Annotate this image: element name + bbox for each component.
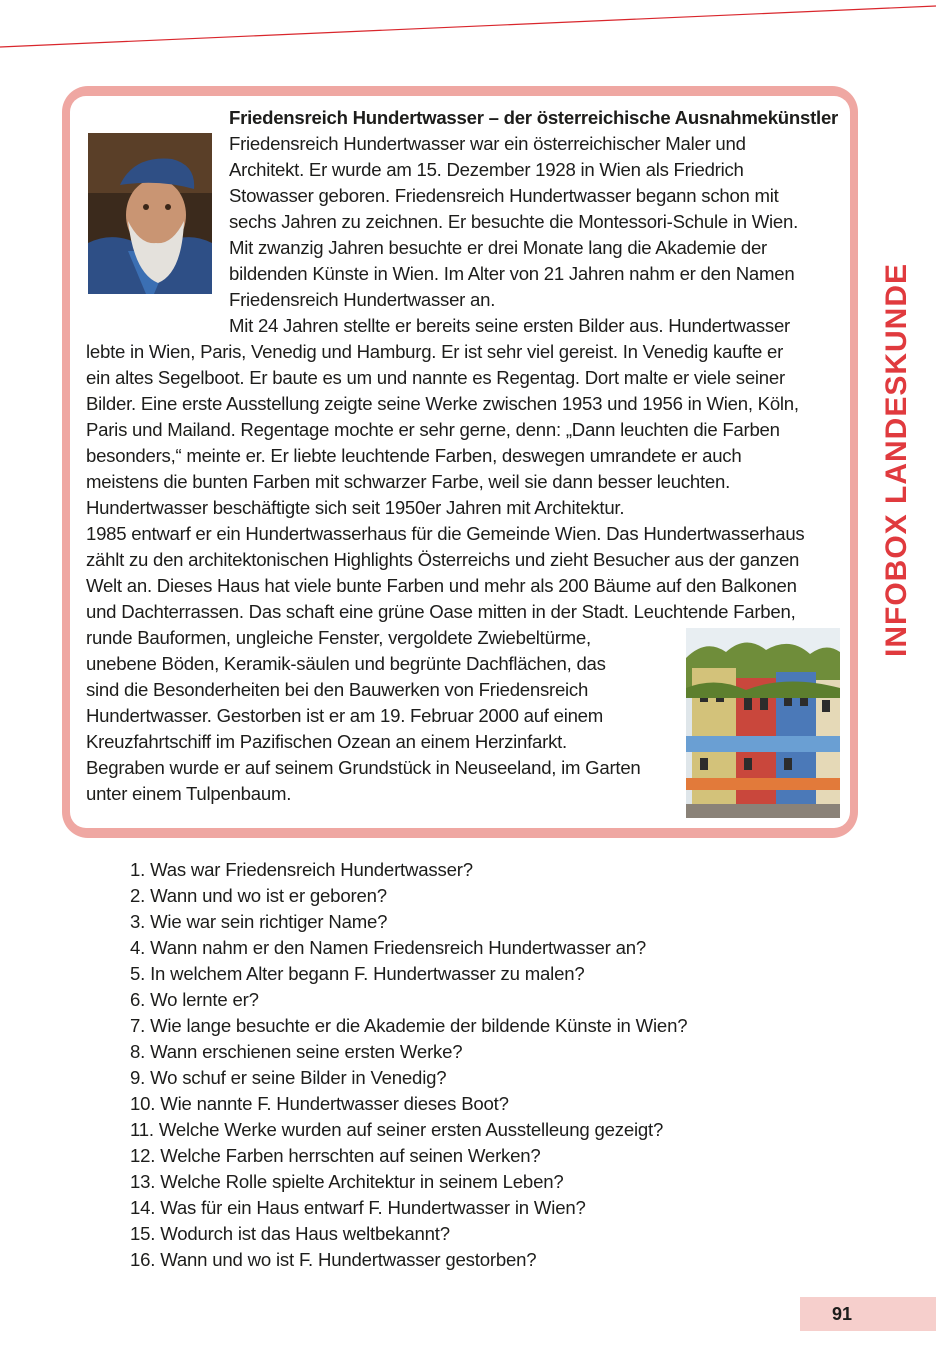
text-line: besonders,“ meinte er. Er liebte leuchtende Farben, deswegen umrandete er auch xyxy=(86,445,742,466)
text-line: Friedensreich Hundertwasser war ein österreichischer Maler und xyxy=(229,133,746,154)
infobox-side-title: INFOBOX LANDESKUNDE xyxy=(880,262,913,658)
question-item: 8. Wann erschienen seine ersten Werke? xyxy=(130,1041,463,1062)
question-item: 6. Wo lernte er? xyxy=(130,989,259,1010)
text-line: unter einem Tulpenbaum. xyxy=(86,783,292,804)
article-body xyxy=(86,339,804,625)
text-line: ein altes Segelboot. Er baute es um und nannte es Regentag. Dort malte er viele seiner xyxy=(86,367,785,388)
text-line: sechs Jahren zu zeichnen. Er besuchte die Montessori-Schule in Wien. xyxy=(229,211,799,232)
question-item: 1. Was war Friedensreich Hundertwasser? xyxy=(130,859,473,880)
question-item: 13. Welche Rolle spielte Architektur in seinem Leben? xyxy=(130,1171,564,1192)
text-line: Bilder. Eine erste Ausstellung zeigte seine Werke zwischen 1953 und 1956 in Wien, Köln, xyxy=(86,393,799,414)
article-headline: Friedensreich Hundertwasser – der österreichische Ausnahmekünstler xyxy=(229,107,839,128)
text-line: Mit 24 Jahren stellte er bereits seine ersten Bilder aus. Hundertwasser xyxy=(229,315,790,336)
question-item: 4. Wann nahm er den Namen Friedensreich Hundertwasser an? xyxy=(130,937,647,958)
text-line: Welt an. Dieses Haus hat viele bunte Farben und mehr als 200 Bäume auf den Balkonen xyxy=(86,575,797,596)
text-line: unebene Böden, Keramik-säulen und begrünte Dachflächen, das xyxy=(86,653,606,674)
question-item: 15. Wodurch ist das Haus weltbekannt? xyxy=(130,1223,450,1244)
portrait-photo xyxy=(88,133,212,294)
top-decorative-line xyxy=(0,0,936,60)
question-list xyxy=(130,857,687,1273)
question-item: 2. Wann und wo ist er geboren? xyxy=(130,885,387,906)
text-line: Friedensreich Hundertwasser an. xyxy=(229,289,496,310)
text-line: Paris und Mailand. Regentage mochte er sehr gerne, denn: „Dann leuchten die Farben xyxy=(86,419,780,440)
text-line: zählt zu den architektonischen Highlights Österreichs und zieht Besucher aus der ganzen xyxy=(86,549,800,570)
question-item: 12. Welche Farben herrschten auf seinen Werken? xyxy=(130,1145,541,1166)
question-item: 5. In welchem Alter begann F. Hundertwasser zu malen? xyxy=(130,963,585,984)
article-intro xyxy=(229,131,798,339)
text-line: lebte in Wien, Paris, Venedig und Hamburg. Er ist sehr viel gereist. In Venedig kaufte er xyxy=(86,341,784,362)
hundertwasserhaus-photo xyxy=(686,628,840,818)
text-line: 1985 entwarf er ein Hundertwasserhaus für die Gemeinde Wien. Das Hundertwasserhaus xyxy=(86,523,805,544)
text-line: Architekt. Er wurde am 15. Dezember 1928 in Wien als Friedrich xyxy=(229,159,744,180)
question-item: 14. Was für ein Haus entwarf F. Hundertwasser in Wien? xyxy=(130,1197,586,1218)
question-item: 16. Wann und wo ist F. Hundertwasser gestorben? xyxy=(130,1249,537,1270)
text-line: runde Bauformen, ungleiche Fenster, vergoldete Zwiebeltürme, xyxy=(86,627,591,648)
text-line: Hundertwasser. Gestorben ist er am 19. Februar 2000 auf einem xyxy=(86,705,604,726)
question-item: 3. Wie war sein richtiger Name? xyxy=(130,911,388,932)
question-item: 10. Wie nannte F. Hundertwasser dieses Boot? xyxy=(130,1093,509,1114)
question-item: 7. Wie lange besuchte er die Akademie der bildende Künste in Wien? xyxy=(130,1015,688,1036)
text-line: und Dachterrassen. Das schaft eine grüne Oase mitten in der Stadt. Leuchtende Farben, xyxy=(86,601,796,622)
question-item: 9. Wo schuf er seine Bilder in Venedig? xyxy=(130,1067,447,1088)
text-line: Hundertwasser beschäftigte sich seit 1950er Jahren mit Architektur. xyxy=(86,497,625,518)
text-line: Kreuzfahrtschiff im Pazifischen Ozean an einem Herzinfarkt. xyxy=(86,731,567,752)
text-line: Mit zwanzig Jahren besuchte er drei Monate lang die Akademie der xyxy=(229,237,767,258)
page-number: 91 xyxy=(831,1304,853,1324)
text-line: Stowasser geboren. Friedensreich Hundertwasser begann schon mit xyxy=(229,185,779,206)
article-closing xyxy=(86,625,641,807)
text-line: bildenden Künste in Wien. Im Alter von 21 Jahren nahm er den Namen xyxy=(229,263,795,284)
text-line: Begraben wurde er auf seinem Grundstück in Neuseeland, im Garten xyxy=(86,757,641,778)
text-line: meistens die bunten Farben mit schwarzer Farbe, weil sie dann besser leuchten. xyxy=(86,471,731,492)
question-item: 11. Welche Werke wurden auf seiner ersten Ausstelleung gezeigt? xyxy=(130,1119,664,1140)
text-line: sind die Besonderheiten bei den Bauwerken von Friedensreich xyxy=(86,679,589,700)
